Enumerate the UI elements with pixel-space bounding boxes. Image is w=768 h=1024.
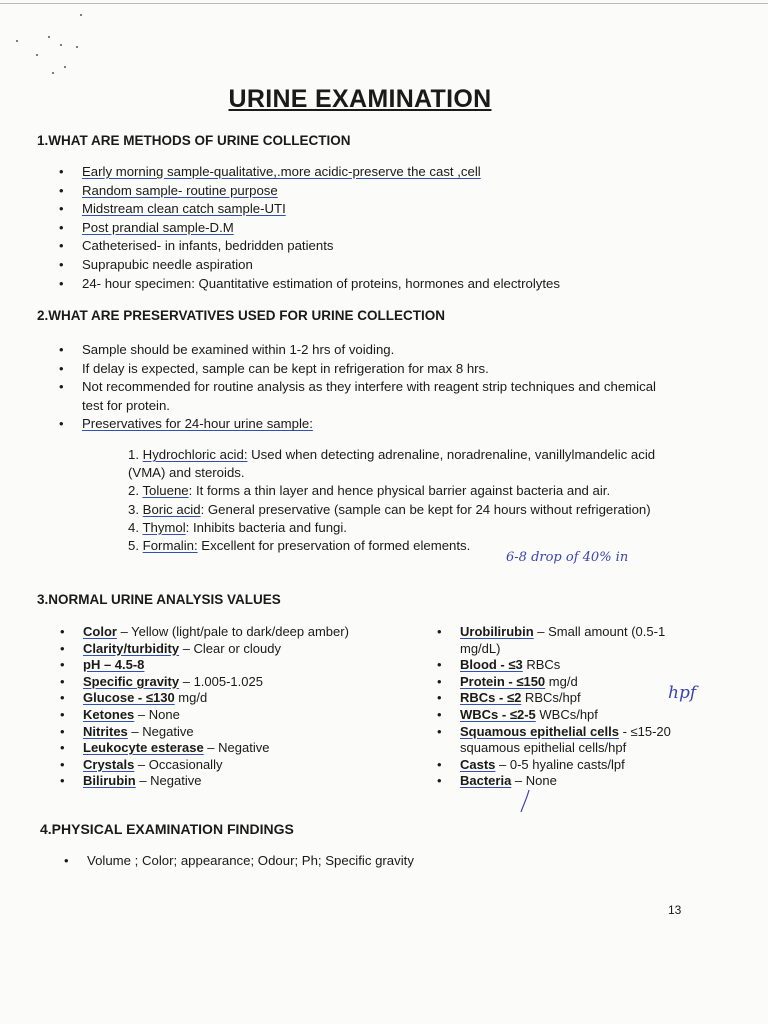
preservative-item: 1. Hydrochloric acid: Used when detecting adrenaline, noradrenaline, vanillylmandelic acid (VMA) and steroids. xyxy=(128,447,656,481)
preservative-item: 5. Formalin: Excellent for preservation of formed elements. xyxy=(128,538,471,554)
section-3-heading: 3.NORMAL URINE ANALYSIS VALUES xyxy=(37,592,281,607)
preservatives-list xyxy=(128,446,673,555)
list-item: • Early morning sample-qualitative,.more acidic-preserve the cast ,cell xyxy=(57,163,657,182)
section-1-heading: 1.WHAT ARE METHODS OF URINE COLLECTION xyxy=(37,133,351,148)
list-item: • Bilirubin – Negative xyxy=(58,773,418,790)
list-item: • Ketones – None xyxy=(58,707,418,724)
list-item: • Bacteria – None xyxy=(435,773,685,790)
list-item: • Color – Yellow (light/pale to dark/deep amber) xyxy=(58,624,418,641)
list-item: • Protein - ≤150 mg/d xyxy=(435,674,685,691)
preservative-item: 2. Toluene: It forms a thin layer and hence physical barrier against bacteria and air. xyxy=(128,483,611,499)
list-item: • Leukocyte esterase – Negative xyxy=(58,740,418,757)
section-1-list xyxy=(57,163,657,293)
preservative-item: 3. Boric acid: General preservative (sample can be kept for 24 hours without refrigeration) xyxy=(128,501,651,517)
handwritten-mark xyxy=(515,788,539,816)
scan-edge-line xyxy=(0,3,768,4)
list-item: • WBCs - ≤2-5 WBCs/hpf xyxy=(435,707,685,724)
list-item: • Squamous epithelial cells - ≤15-20 squamous epithelial cells/hpf xyxy=(435,724,685,757)
list-item: • Nitrites – Negative xyxy=(58,724,418,741)
list-item: • Midstream clean catch sample-UTI xyxy=(57,200,657,219)
list-item: • RBCs - ≤2 RBCs/hpf xyxy=(435,690,685,707)
list-item: • Urobilirubin – Small amount (0.5-1 mg/dL) xyxy=(435,624,685,657)
section-2-heading: 2.WHAT ARE PRESERVATIVES USED FOR URINE COLLECTION xyxy=(37,308,446,323)
normal-values-right xyxy=(435,624,685,790)
page-title: URINE EXAMINATION xyxy=(228,85,492,113)
list-item: • Volume ; Color; appearance; Odour; Ph; Specific gravity xyxy=(62,852,562,871)
section-4-list xyxy=(62,852,562,871)
list-item: • Glucose - ≤130 mg/d xyxy=(58,690,418,707)
section-2-list xyxy=(57,341,657,434)
handwritten-note: hpf xyxy=(668,683,697,703)
list-item: • 24- hour specimen: Quantitative estimation of proteins, hormones and electrolytes xyxy=(57,275,657,294)
list-item: • Preservatives for 24-hour urine sample: xyxy=(57,415,657,434)
list-item: • Random sample- routine purpose xyxy=(57,182,657,201)
preservative-item: 4. Thymol: Inhibits bacteria and fungi. xyxy=(128,519,347,535)
list-item: • Specific gravity – 1.005-1.025 xyxy=(58,674,418,691)
list-item: • Clarity/turbidity – Clear or cloudy xyxy=(58,641,418,658)
list-item: • If delay is expected, sample can be kept in refrigeration for max 8 hrs. xyxy=(57,360,657,379)
page-number: 13 xyxy=(668,903,682,917)
section-4-heading: 4.PHYSICAL EXAMINATION FINDINGS xyxy=(40,821,294,837)
normal-values-left xyxy=(58,624,418,790)
handwritten-note: 6-8 drop of 40% in xyxy=(506,550,629,565)
list-item: • Sample should be examined within 1-2 hrs of voiding. xyxy=(57,341,657,360)
list-item: • Catheterised- in infants, bedridden patients xyxy=(57,237,657,256)
list-item: • Blood - ≤3 RBCs xyxy=(435,657,685,674)
list-item: • Post prandial sample-D.M xyxy=(57,219,657,238)
list-item: • Not recommended for routine analysis as they interfere with reagent strip techniques and chemical test for protein. xyxy=(57,378,657,415)
list-item: • Crystals – Occasionally xyxy=(58,757,418,774)
list-item: • Suprapubic needle aspiration xyxy=(57,256,657,275)
list-item: • pH – 4.5-8 xyxy=(58,657,418,674)
list-item: • Casts – 0-5 hyaline casts/lpf xyxy=(435,757,685,774)
